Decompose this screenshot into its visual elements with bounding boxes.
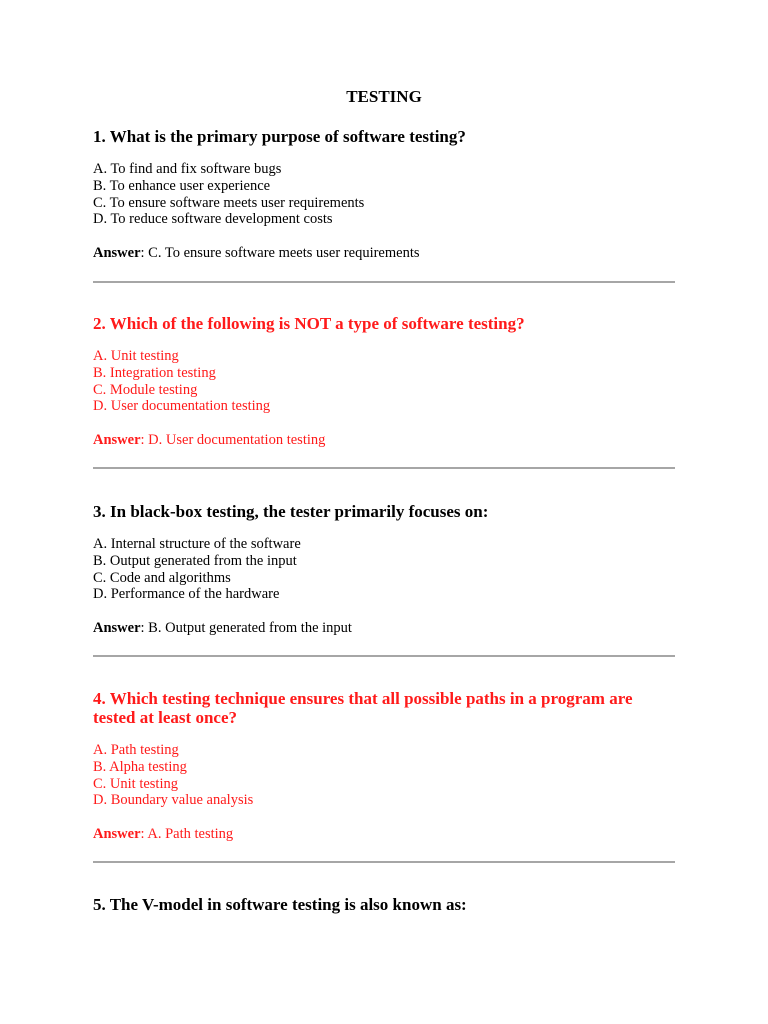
question-4 (93, 689, 675, 843)
question-3-option-d: D. Performance of the hardware (93, 586, 280, 603)
question-2-option-b: B. Integration testing (93, 364, 216, 381)
question-1-option-c: C. To ensure software meets user requirements (93, 194, 365, 211)
question-3-options (93, 536, 675, 603)
divider-rule (93, 281, 675, 283)
question-4-option-d: D. Boundary value analysis (93, 792, 254, 809)
question-2-option-d: D. User documentation testing (93, 398, 271, 415)
question-1-option-a: A. To find and fix software bugs (93, 161, 282, 177)
question-2-option-a: A. Unit testing (93, 348, 179, 364)
divider-rule (93, 655, 675, 657)
question-1 (93, 127, 675, 262)
question-4-option-b: B. Alpha testing (93, 758, 187, 775)
question-1-text: 1. What is the primary purpose of software testing? (93, 127, 466, 146)
question-1-option-d: D. To reduce software development costs (93, 211, 333, 228)
question-5-text: 5. The V-model in software testing is also known as: (93, 895, 467, 914)
question-1-answer (93, 245, 675, 262)
question-2-answer (93, 432, 675, 449)
question-2 (93, 314, 675, 449)
question-4-text: 4. Which testing technique ensures that all possible paths in a program are tested at least once? (93, 689, 633, 727)
answer-text: : B. Output generated from the input (140, 620, 352, 637)
divider-rule (93, 467, 675, 469)
answer-label: Answer (93, 620, 141, 637)
answer-text: : D. User documentation testing (140, 432, 326, 449)
question-4-option-a: A. Path testing (93, 742, 179, 758)
answer-label: Answer (93, 826, 141, 843)
question-3-option-b: B. Output generated from the input (93, 552, 297, 569)
question-4-option-c: C. Unit testing (93, 775, 178, 792)
question-2-options (93, 348, 675, 415)
question-4-answer (93, 826, 675, 843)
answer-label: Answer (93, 432, 141, 449)
question-3-option-a: A. Internal structure of the software (93, 536, 301, 552)
question-3-text: 3. In black-box testing, the tester primarily focuses on: (93, 502, 489, 521)
question-3-answer (93, 620, 675, 637)
question-3-option-c: C. Code and algorithms (93, 569, 231, 586)
question-2-option-c: C. Module testing (93, 381, 198, 398)
question-4-options (93, 742, 675, 809)
answer-text: : C. To ensure software meets user requirements (140, 245, 420, 262)
question-3 (93, 502, 675, 637)
answer-label: Answer (93, 245, 141, 262)
question-1-options (93, 161, 675, 228)
answer-text: : A. Path testing (140, 826, 234, 843)
document-title: TESTING (346, 87, 422, 106)
question-1-option-b: B. To enhance user experience (93, 177, 271, 194)
question-2-text: 2. Which of the following is NOT a type of software testing? (93, 314, 525, 333)
question-5 (93, 895, 675, 914)
divider-rule (93, 861, 675, 863)
